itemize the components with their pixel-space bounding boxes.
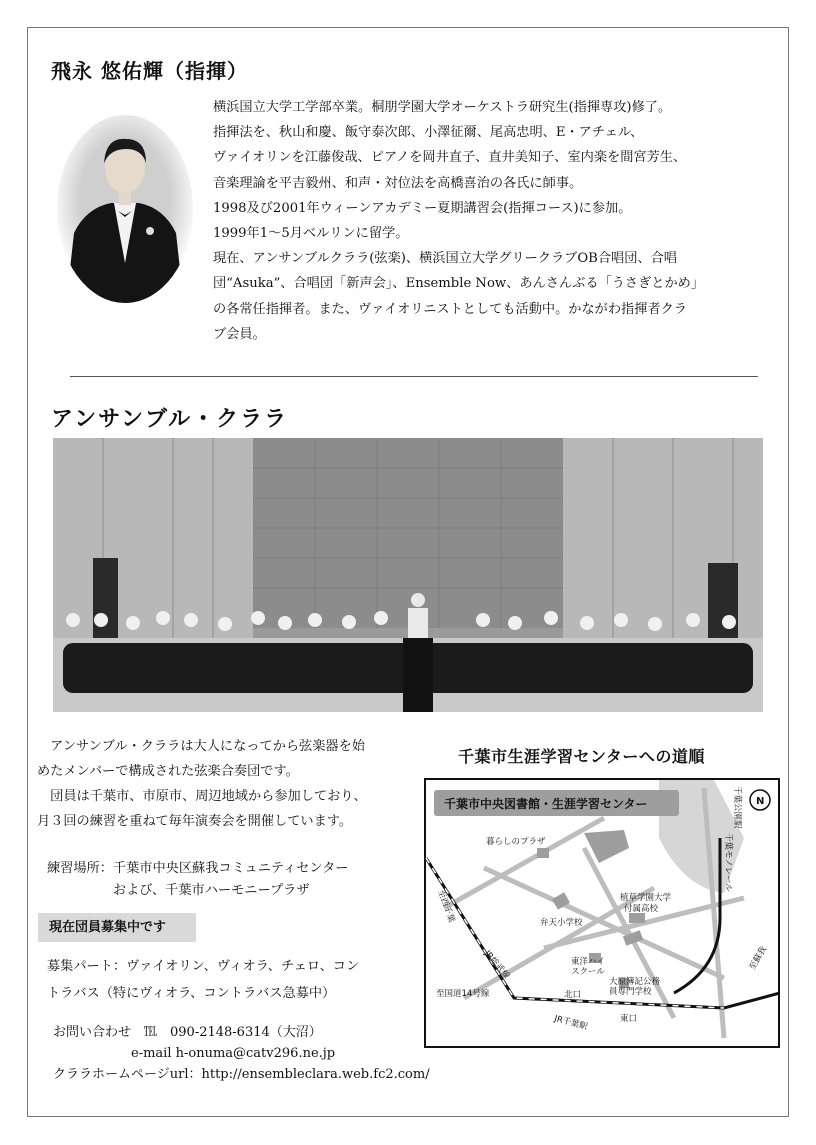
contact-homepage[interactable]: クララホームページurl：http://ensembleclara.web.fc2.com/: [53, 1067, 430, 1082]
ensemble-photo: [53, 438, 763, 712]
description-line: アンサンブル・クララは大人になってから弦楽器を始: [37, 739, 365, 754]
bio-line: 横浜国立大学工学部卒業。桐朋学園大学オーケストラ研究生(指揮専攻)修了。: [213, 100, 672, 115]
description-line: 月３回の練習を重ねて毎年演奏会を開催しています。: [37, 814, 353, 829]
conductor-bio: [213, 95, 773, 347]
access-map: [424, 778, 780, 1048]
bio-line: ヴァイオリンを江藤俊哉、ピアノを岡井直子、直井美知子、室内楽を間宮芳生、: [213, 150, 687, 166]
ensemble-heading: アンサンブル・クララ: [51, 406, 289, 432]
bio-line: 1999年1～5月ベルリンに留学。: [213, 226, 409, 242]
map-label-east-exit: 東口: [620, 1014, 638, 1024]
bio-line: 指揮法を、秋山和慶、飯守泰次郎、小澤征爾、尾高忠明、E・アチェル、: [213, 125, 644, 141]
map-label-highschool: 付属高校: [624, 904, 659, 914]
section-divider: [70, 376, 758, 377]
map-label-benten: 弁天小学校: [540, 918, 583, 928]
map-label-monorail: 千葉モノレール: [723, 833, 733, 892]
map-label-to-soga: 至蘇我: [747, 944, 770, 972]
north-arrow-label: N: [756, 796, 765, 807]
map-label-north-exit: 北口: [564, 990, 582, 1000]
bio-line: 音楽理論を平吉毅州、和声・対位法を高橋喜治の各氏に師事。: [213, 175, 583, 191]
bio-line: 現在、アンサンブルクララ(弦楽)、横浜国立大学グリークラブOB合唱団、合唱: [213, 251, 677, 267]
recruit-line: トラバス（特にヴィオラ、コントラバス急募中）: [47, 986, 336, 1001]
bio-line: の各常任指揮者。また、ヴァイオリニストとしても活動中。かながわ指揮者クラ: [213, 301, 687, 317]
contact-info: [53, 1022, 430, 1085]
map-label-to-ichikawa: 至西千葉: [435, 888, 457, 925]
bio-line: 団“Asuka”、合唱団「新声会」、Ensemble Now、あんさんぶる「うさぎとかめ」: [213, 276, 705, 292]
conductor-heading: 飛永 悠佑輝（指揮）: [51, 59, 248, 83]
description-line: めたメンバーで構成された弦楽合奏団です。: [37, 764, 299, 779]
bio-line: ブ会員。: [213, 326, 266, 342]
recruit-parts: [47, 953, 359, 1007]
map-banner: 千葉市中央図書館・生涯学習センター: [444, 797, 648, 811]
ensemble-description: [37, 734, 427, 834]
map-label-highschool: 植草学園大学: [620, 893, 672, 903]
description-line: 団員は千葉市、市原市、周辺地域から参加しており、: [37, 789, 367, 804]
recruit-line: 募集パート：ヴァイオリン、ヴィオラ、チェロ、コン: [47, 959, 360, 974]
map-label-route14: 至国道14号線: [436, 989, 490, 999]
recruit-badge: 現在団員募集中です: [38, 913, 196, 942]
map-label-jr-chiba: JR千葉駅: [553, 1013, 589, 1033]
map-label-tohai: 東洋ハイ: [571, 957, 606, 967]
contact-phone: お問い合わせ ℡ 090-2148-6314（大沼）: [53, 1025, 322, 1040]
map-label-jr-sobu: JR総武線: [481, 948, 512, 982]
map-label-chiba-koen: 千葉公園駅: [732, 786, 742, 829]
bio-line: 1998及び2001年ウィーンアカデミー夏期講習会(指揮コース)に参加。: [213, 200, 632, 216]
map-label-plaza: 暮らしのプラザ: [486, 837, 546, 847]
practice-line: および、千葉市ハーモニープラザ: [47, 883, 310, 898]
practice-location: [47, 858, 348, 902]
map-label-ohara: 大原簿記公務: [609, 977, 661, 987]
map-label-tohai: スクール: [571, 967, 605, 977]
map-title: 千葉市生涯学習センターへの道順: [458, 747, 705, 766]
conductor-portrait: [56, 113, 194, 305]
practice-line: 練習場所：千葉市中央区蘇我コミュニティセンター: [47, 861, 349, 876]
contact-email: e-mail h-onuma@catv296.ne.jp: [53, 1046, 336, 1061]
map-label-ohara: 員専門学校: [609, 987, 652, 997]
